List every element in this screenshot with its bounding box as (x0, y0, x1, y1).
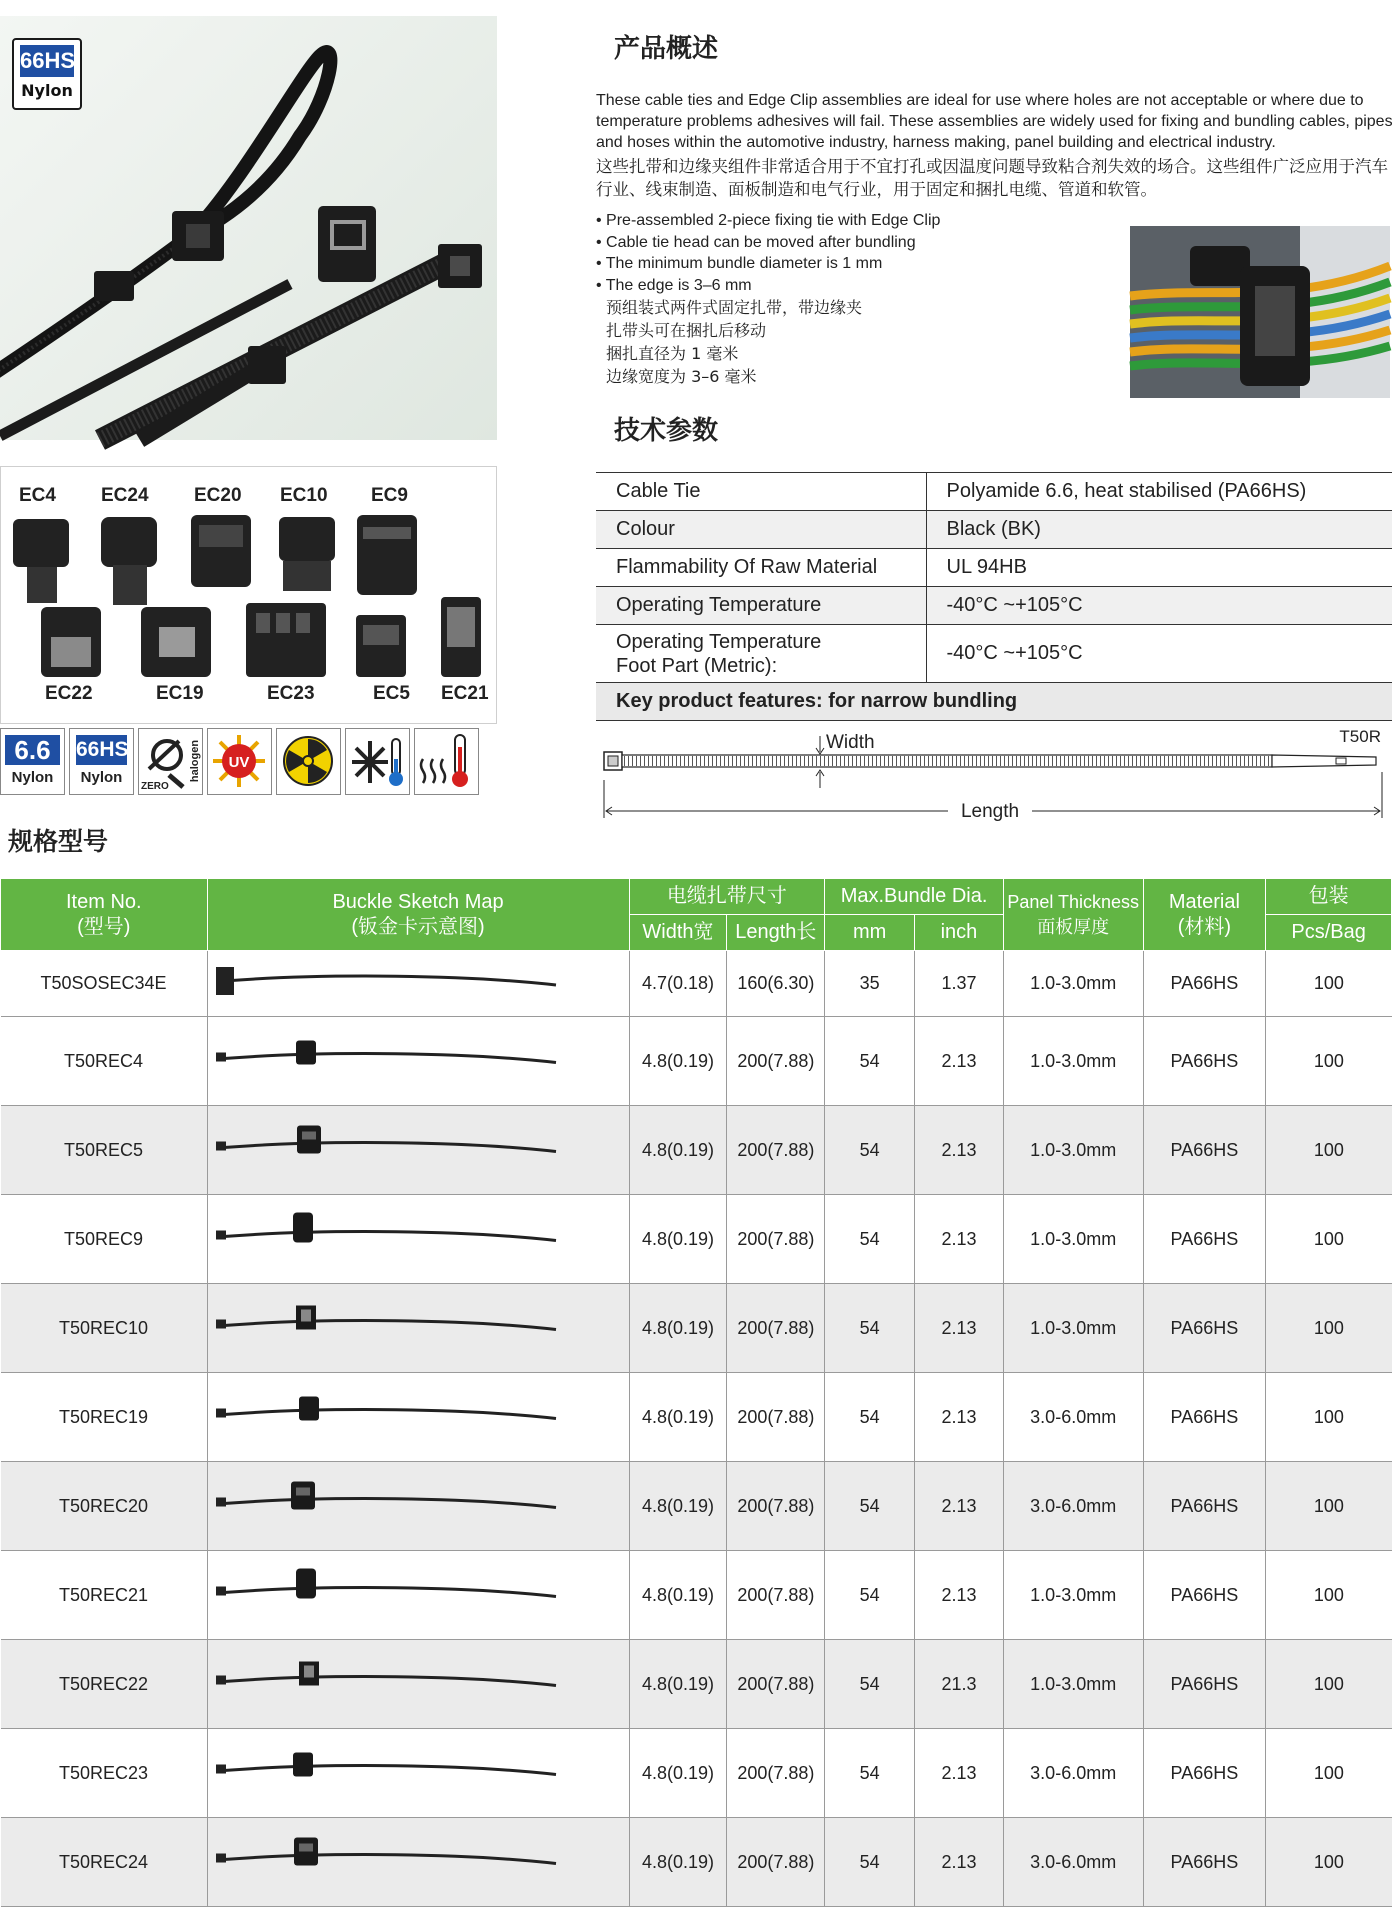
nylon-66hs-caption: Nylon (80, 769, 123, 786)
header-pack-unit: Pcs/Bag (1266, 915, 1392, 951)
cell-item: T50REC20 (1, 1462, 208, 1551)
cell-material: PA66HS (1143, 1551, 1266, 1640)
cell-panel: 1.0-3.0mm (1003, 1195, 1143, 1284)
cell-pack: 100 (1266, 951, 1392, 1017)
cell-item: T50REC19 (1, 1373, 208, 1462)
cell-length: 200(7.88) (727, 1551, 825, 1640)
cold-resistant-icon (345, 728, 410, 795)
label-ec19: EC19 (156, 683, 204, 704)
header-bundle: Max.Bundle Dia. (825, 879, 1004, 915)
header-material: Material (材料) (1143, 879, 1266, 951)
cell-inch: 2.13 (915, 1195, 1004, 1284)
cell-item: T50REC23 (1, 1729, 208, 1818)
badge-66hs-nylon (12, 38, 82, 110)
cell-panel: 1.0-3.0mm (1003, 1640, 1143, 1729)
cell-mm: 54 (825, 1284, 915, 1373)
cell-width: 4.8(0.19) (629, 1462, 727, 1551)
buckle-sketch-image (207, 951, 629, 1017)
cell-panel: 3.0-6.0mm (1003, 1373, 1143, 1462)
cell-mm: 54 (825, 1373, 915, 1462)
spec-key: Colour (596, 511, 926, 549)
cell-length: 200(7.88) (727, 1106, 825, 1195)
label-ec21: EC21 (441, 683, 489, 704)
cell-mm: 54 (825, 1106, 915, 1195)
bullet-en: • The edge is 3–6 mm (596, 276, 752, 294)
label-ec23: EC23 (267, 683, 315, 704)
header-pack: 包装 (1266, 879, 1392, 915)
bullet-zh: 扎带头可在捆扎后移动 (606, 321, 767, 340)
cell-panel: 3.0-6.0mm (1003, 1462, 1143, 1551)
cell-item: T50REC10 (1, 1284, 208, 1373)
table-row (1, 1729, 1392, 1818)
cell-material: PA66HS (1143, 1640, 1266, 1729)
spec-key: Flammability Of Raw Material (596, 549, 926, 587)
spec-key: Operating Temperature (596, 587, 926, 625)
cell-material: PA66HS (1143, 1017, 1266, 1106)
zero-label: ZERO (141, 781, 169, 792)
header-size: 电缆扎带尺寸 (629, 879, 825, 915)
header-width: Width宽 (629, 915, 727, 951)
nylon-66-caption: Nylon (11, 769, 54, 786)
cell-material: PA66HS (1143, 1818, 1266, 1907)
overview-title: 产品概述 (614, 28, 718, 65)
cell-inch: 21.3 (915, 1640, 1004, 1729)
cell-width: 4.8(0.19) (629, 1284, 727, 1373)
table-row (1, 1195, 1392, 1284)
header-inch: inch (915, 915, 1004, 951)
cell-panel: 1.0-3.0mm (1003, 951, 1143, 1017)
spec-row-key-features (596, 683, 1392, 721)
label-ec5: EC5 (373, 683, 410, 704)
buckle-sketch-image (207, 1729, 629, 1818)
table-row (1, 1017, 1392, 1106)
bullet-en: • The minimum bundle diameter is 1 mm (596, 255, 883, 272)
spec-key: Cable Tie (596, 473, 926, 511)
overview-zh: 这些扎带和边缘夹组件非常适合用于不宜打孔或因温度问题导致粘合剂失效的场合。这些组件广泛应用于汽车行业、线束制造、面板制造和电气行业，用于固定和捆扎电缆、管道和软管。 (596, 157, 1388, 199)
table-row (1, 1106, 1392, 1195)
buckle-sketch-image (207, 1373, 629, 1462)
cell-panel: 1.0-3.0mm (1003, 1284, 1143, 1373)
label-ec4: EC4 (19, 485, 56, 506)
cell-pack: 100 (1266, 1373, 1392, 1462)
model-label: T50R (1339, 727, 1381, 746)
nylon-66-icon (0, 728, 65, 795)
cell-width: 4.7(0.18) (629, 951, 727, 1017)
spec-row (596, 473, 1392, 511)
badge-66hs-label: 66HS (20, 45, 74, 77)
cell-panel: 1.0-3.0mm (1003, 1106, 1143, 1195)
cell-width: 4.8(0.19) (629, 1106, 727, 1195)
tech-title: 技术参数 (614, 410, 718, 447)
cell-inch: 2.13 (915, 1729, 1004, 1818)
tech-spec-table (596, 472, 1392, 721)
spec-section-title: 规格型号 (8, 827, 109, 856)
cell-material: PA66HS (1143, 1106, 1266, 1195)
cell-pack: 100 (1266, 1640, 1392, 1729)
bullet-en: • Pre-assembled 2-piece fixing tie with Edge Clip (596, 212, 941, 229)
table-row (1, 1640, 1392, 1729)
cell-pack: 100 (1266, 1284, 1392, 1373)
header-panel: Panel Thickness 面板厚度 (1003, 879, 1143, 951)
spec-value: -40°C ~+105°C (926, 587, 1392, 625)
cell-width: 4.8(0.19) (629, 1017, 727, 1106)
cell-inch: 2.13 (915, 1017, 1004, 1106)
cell-item: T50REC21 (1, 1551, 208, 1640)
cell-width: 4.8(0.19) (629, 1729, 727, 1818)
halogen-label: halogen (188, 739, 201, 783)
cell-material: PA66HS (1143, 1195, 1266, 1284)
cell-item: T50REC24 (1, 1818, 208, 1907)
cell-pack: 100 (1266, 1729, 1392, 1818)
heat-resistant-icon (414, 728, 479, 795)
nylon-66-value: 6.6 (5, 735, 60, 765)
zero-halogen-icon (138, 728, 203, 795)
cell-pack: 100 (1266, 1462, 1392, 1551)
overview-en: These cable ties and Edge Clip assemblies are ideal for use where holes are not acceptable or where due to temperature problems adhesives will fail. These assemblies are widely used for fixing and bundling cables, pipes and hoses within the automotive industry, harness making, panel building and electrical industry. (596, 92, 1393, 151)
cell-inch: 1.37 (915, 951, 1004, 1017)
width-label: Width (826, 732, 875, 753)
cell-mm: 54 (825, 1729, 915, 1818)
cell-pack: 100 (1266, 1551, 1392, 1640)
key-features: Key product features: for narrow bundling (596, 683, 1392, 721)
label-ec22: EC22 (45, 683, 93, 704)
uv-label: UV (228, 754, 250, 771)
cell-panel: 1.0-3.0mm (1003, 1017, 1143, 1106)
radiation-icon (276, 728, 341, 795)
uv-resistant-icon (207, 728, 272, 795)
cell-panel: 3.0-6.0mm (1003, 1729, 1143, 1818)
table-row (1, 1818, 1392, 1907)
buckle-sketch-image (207, 1017, 629, 1106)
label-ec10: EC10 (280, 485, 328, 506)
header-mm: mm (825, 915, 915, 951)
length-label: Length (960, 801, 1020, 822)
cell-mm: 54 (825, 1017, 915, 1106)
cell-length: 200(7.88) (727, 1818, 825, 1907)
cell-item: T50REC5 (1, 1106, 208, 1195)
spec-key: Operating Temperature Foot Part (Metric): (596, 625, 926, 683)
cell-pack: 100 (1266, 1818, 1392, 1907)
cell-mm: 35 (825, 951, 915, 1017)
spec-row (596, 625, 1392, 683)
cell-width: 4.8(0.19) (629, 1195, 727, 1284)
cell-panel: 3.0-6.0mm (1003, 1818, 1143, 1907)
cell-item: T50SOSEC34E (1, 951, 208, 1017)
cell-pack: 100 (1266, 1195, 1392, 1284)
cell-material: PA66HS (1143, 1729, 1266, 1818)
cell-inch: 2.13 (915, 1551, 1004, 1640)
spec-value: UL 94HB (926, 549, 1392, 587)
cell-material: PA66HS (1143, 1462, 1266, 1551)
cell-length: 200(7.88) (727, 1284, 825, 1373)
label-ec24: EC24 (101, 485, 149, 506)
edge-clip-gallery (0, 466, 497, 724)
table-row (1, 1462, 1392, 1551)
cable-tie-diagram (596, 728, 1392, 828)
table-row (1, 1284, 1392, 1373)
cell-width: 4.8(0.19) (629, 1373, 727, 1462)
buckle-sketch-image (207, 1640, 629, 1729)
cell-length: 200(7.88) (727, 1462, 825, 1551)
cell-item: T50REC4 (1, 1017, 208, 1106)
bullet-zh: 边缘宽度为 3–6 毫米 (606, 367, 757, 386)
spec-row (596, 549, 1392, 587)
cell-length: 200(7.88) (727, 1729, 825, 1818)
cell-width: 4.8(0.19) (629, 1551, 727, 1640)
feature-bullets (596, 210, 1116, 388)
buckle-sketch-image (207, 1284, 629, 1373)
cell-inch: 2.13 (915, 1818, 1004, 1907)
application-photo (1130, 226, 1390, 398)
cell-mm: 54 (825, 1551, 915, 1640)
cell-length: 200(7.88) (727, 1017, 825, 1106)
cell-length: 160(6.30) (727, 951, 825, 1017)
cell-inch: 2.13 (915, 1462, 1004, 1551)
buckle-sketch-image (207, 1551, 629, 1640)
cell-material: PA66HS (1143, 1284, 1266, 1373)
cell-length: 200(7.88) (727, 1640, 825, 1729)
cell-material: PA66HS (1143, 1373, 1266, 1462)
cell-pack: 100 (1266, 1106, 1392, 1195)
nylon-66hs-value: 66HS (76, 735, 127, 765)
cell-panel: 1.0-3.0mm (1003, 1551, 1143, 1640)
bullet-zh: 捆扎直径为 1 毫米 (606, 344, 739, 363)
bullet-en: • Cable tie head can be moved after bundling (596, 233, 916, 251)
cell-inch: 2.13 (915, 1106, 1004, 1195)
hero-product-photo (0, 16, 497, 440)
cell-material: PA66HS (1143, 951, 1266, 1017)
spec-row (596, 587, 1392, 625)
spec-value: Polyamide 6.6, heat stabilised (PA66HS) (926, 473, 1392, 511)
cell-width: 4.8(0.19) (629, 1640, 727, 1729)
buckle-sketch-image (207, 1818, 629, 1907)
cell-length: 200(7.88) (727, 1373, 825, 1462)
bullet-zh: 预组装式两件式固定扎带，带边缘夹 (606, 298, 863, 317)
badge-nylon-label: Nylon (21, 81, 73, 100)
overview-text (596, 90, 1396, 201)
product-table (0, 878, 1392, 1907)
cell-length: 200(7.88) (727, 1195, 825, 1284)
buckle-sketch-image (207, 1106, 629, 1195)
cell-width: 4.8(0.19) (629, 1818, 727, 1907)
label-ec9: EC9 (371, 485, 408, 506)
table-row (1, 1373, 1392, 1462)
header-item: Item No. (型号) (1, 879, 208, 951)
buckle-sketch-image (207, 1462, 629, 1551)
header-length: Length长 (727, 915, 825, 951)
cell-inch: 2.13 (915, 1284, 1004, 1373)
cell-pack: 100 (1266, 1017, 1392, 1106)
label-ec20: EC20 (194, 485, 242, 506)
spec-value: Black (BK) (926, 511, 1392, 549)
cell-mm: 54 (825, 1640, 915, 1729)
spec-row (596, 511, 1392, 549)
cell-item: T50REC9 (1, 1195, 208, 1284)
cell-item: T50REC22 (1, 1640, 208, 1729)
cell-inch: 2.13 (915, 1373, 1004, 1462)
table-row (1, 951, 1392, 1017)
cell-mm: 54 (825, 1818, 915, 1907)
buckle-sketch-image (207, 1195, 629, 1284)
cell-mm: 54 (825, 1195, 915, 1284)
edge-clip-images (1, 507, 498, 682)
cell-mm: 54 (825, 1462, 915, 1551)
table-row (1, 1551, 1392, 1640)
nylon-66hs-icon (69, 728, 134, 795)
spec-value: -40°C ~+105°C (926, 625, 1392, 683)
header-sketch: Buckle Sketch Map (钣金卡示意图) (207, 879, 629, 951)
